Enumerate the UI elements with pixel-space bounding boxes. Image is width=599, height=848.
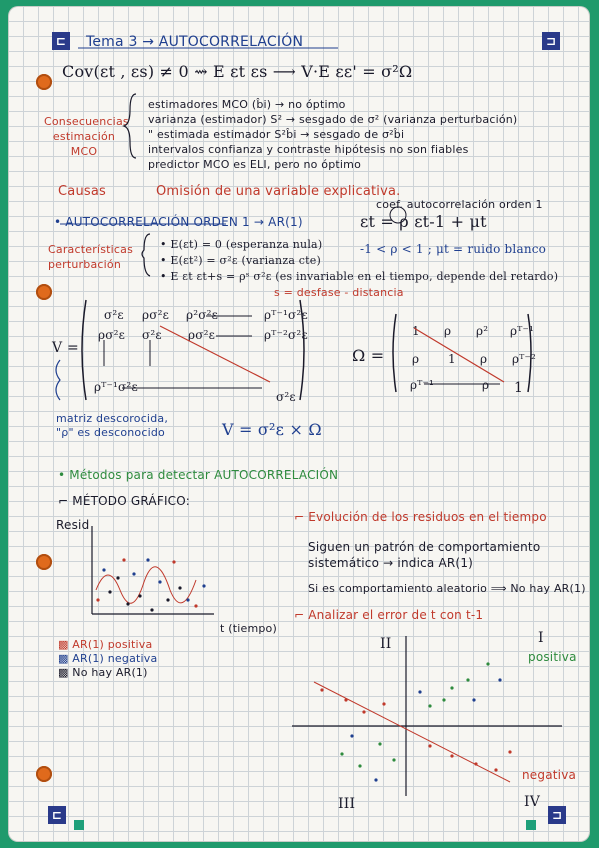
omega-cell: ρ [480,352,488,366]
matrix-cell: ρσ²ε [98,328,126,342]
legend-swatch-icon: ▩ [58,652,73,665]
quadrant-label: I [538,630,544,646]
matrix-cell: ρ²σ²ε [186,308,219,322]
plot1-xlabel: t (tiempo) [220,622,277,635]
legend-item: ▩ AR(1) negativa [58,652,158,665]
omega-cell: ρᵀ⁻² [512,352,537,366]
consecuencia-item: intervalos confianza y contraste hipótesis no son fiables [148,143,469,156]
caracteristica-item: • E εt εt+s = ρˢ σ²ε (es invariable en el tiempo, depende del retardo) [160,270,559,283]
ar1-note: coef. autocorrelación orden 1 [376,198,543,211]
matrix-cell: ρᵀ⁻¹σ²ε [94,380,138,394]
matrix-v-label: V = [52,340,79,356]
consecuencia-item: predictor MCO es ELI, pero no óptimo [148,158,361,171]
corner-marker-icon: ⊐ [542,32,560,50]
matrix-omega-bracket-right [528,314,531,392]
consecuencias-brace [124,94,136,158]
omega-cell: ρ [444,324,452,338]
plot2-red-points [320,688,511,771]
rho-range: -1 < ρ < 1 ; μt = ruido blanco [360,242,547,256]
legend-swatch-icon: ▩ [58,638,73,651]
omega-diagonal [414,328,504,382]
legend-swatch-icon: ▩ [58,666,73,679]
evolucion-text: ⌐ Evolución de los residuos en el tiempo [294,510,547,524]
siguen-text: Siguen un patrón de comportamiento [308,540,541,554]
matrix-omega-label: Ω = [352,346,385,365]
matrix-cell: ρᵀ⁻¹σ²ε [264,308,308,322]
sistematico-text: sistemático → indica AR(1) [308,556,474,570]
ar1-header: • AUTOCORRELACIÓN ORDEN 1 → AR(1) [54,215,303,229]
omega-cell: 1 [514,380,524,396]
quadrant-label: IV [524,794,541,810]
consecuencia-item: " estimada estimador S²b̂i → sesgado de σ²b̂i [148,128,405,141]
matrix-diagonal [160,326,270,382]
omega-cell: ρᵀ⁻¹ [510,324,535,338]
legend-item: ▩ AR(1) positiva [58,638,153,651]
caracteristica-sub: s = desfase - distancia [274,286,404,299]
corner-marker-icon: ⊐ [548,806,566,824]
omega-cell: ρ [482,378,490,392]
rho-circle [390,207,406,223]
causas-text: Omisión de una variable explicativa. [156,184,401,199]
plot1-ylabel: Resid [56,518,90,532]
corner-marker-icon: ⊏ [48,806,66,824]
caracteristica-item: • E(εt) = 0 (esperanza nula) [160,238,323,251]
matrix-v-bracket-right [300,300,304,400]
matrix-cell: σ²ε [276,390,296,404]
matrix-cell: ρσ²ε [142,308,170,322]
consecuencias-label: Consecuencias estimación MCO [44,115,129,158]
plot1-blue-points [102,558,205,601]
matrix-note: "ρ" es desconocido [56,426,165,439]
causas-label: Causas [58,184,106,199]
plot1-black-points [108,576,181,611]
consecuencia-item: estimadores MCO (b̂i) → no óptimo [148,98,346,111]
matrix-cell: σ²ε [104,308,124,322]
caracteristica-item: • E(εt²) = σ²ε (varianza cte) [160,254,321,267]
matrix-note: matriz descorocida, [56,412,169,425]
matrix-note-brace [56,360,60,400]
omega-cell: ρ² [476,324,489,338]
omega-cell: 1 [448,352,456,366]
positiva-label: positiva [528,650,577,664]
page-title: Tema 3 → AUTOCORRELACIÓN [86,34,304,50]
plot1-red-curve [96,567,196,603]
matrix-cell: σ²ε [142,328,162,342]
omega-cell: ρ [412,352,420,366]
caracteristicas-brace [142,234,150,276]
ar1-equation: εt = ρ εt-1 + μt [360,212,487,231]
quadrant-label: II [380,636,392,652]
analizar-text: ⌐ Analizar el error de t con t-1 [294,608,484,622]
caracteristicas-label: Características perturbación [48,243,134,271]
corner-marker-icon: ⊏ [52,32,70,50]
covariance-formula: Cov(εt , εs) ≠ 0 ⇝ E εt εs ⟶ V·E εε' = σ²Ω [62,62,413,81]
negativa-label: negativa [522,768,577,782]
matrix-cell: ρᵀ⁻²σ²ε [264,328,308,342]
omega-cell: ρᵀ⁻¹ [410,378,435,392]
quadrant-label: III [338,796,356,812]
aleatorio-text: Si es comportamiento aleatorio ⟹ No hay AR(1) [308,582,586,595]
metodos-header: • Métodos para detectar AUTOCORRELACIÓN [58,468,339,482]
legend-item: ▩ No hay AR(1) [58,666,148,679]
v-equation: V = σ²ε × Ω [222,420,322,439]
plot2-diagonal [314,682,510,782]
matrix-omega-bracket-left [393,314,396,392]
plot1-red-points [96,558,197,607]
plot2-green-points [340,662,489,767]
matrix-cell: ρσ²ε [188,328,216,342]
metodo-grafico: ⌐ MÉTODO GRÁFICO: [58,494,190,508]
consecuencia-item: varianza (estimador) S² → sesgado de σ² (varianza perturbación) [148,113,518,126]
omega-cell: 1 [412,324,420,338]
matrix-v-bracket-left [82,300,86,400]
